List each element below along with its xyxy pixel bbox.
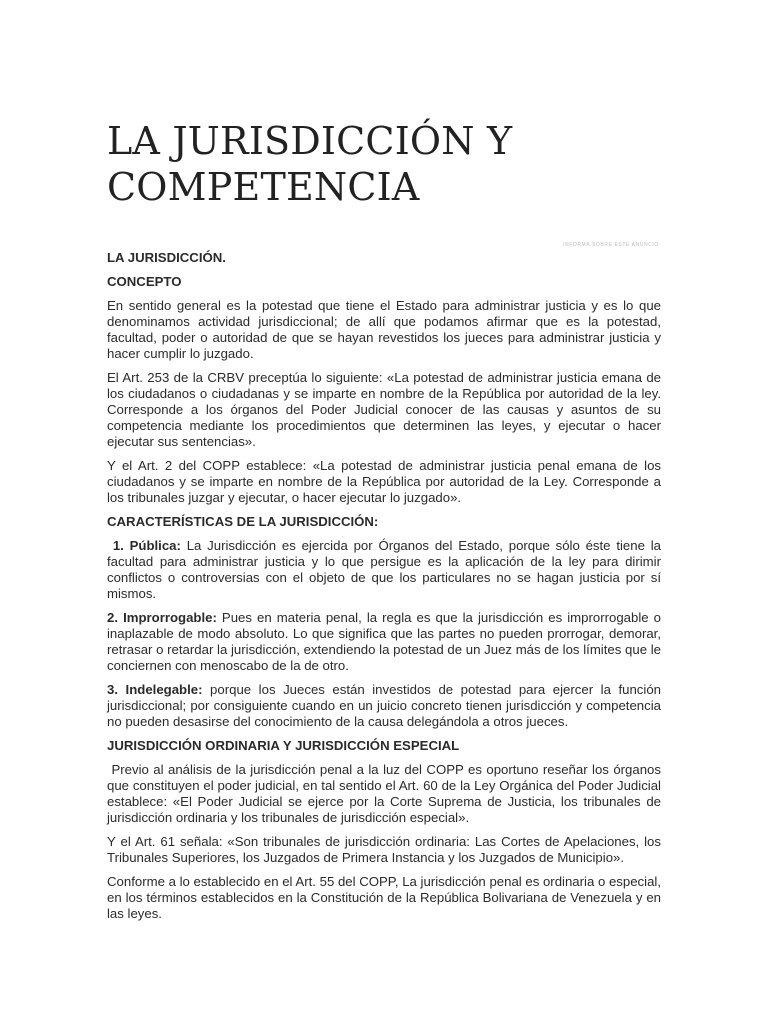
paragraph-publica bbox=[107, 538, 661, 602]
label-indelegable: 3. Indelegable: bbox=[107, 682, 203, 697]
label-improrrogable: 2. Improrrogable: bbox=[107, 610, 217, 625]
document-body bbox=[107, 250, 661, 930]
paragraph-definicion: En sentido general es la potestad que tiene el Estado para administrar justicia y es lo que denominamos actividad jurisdiccional; de allí que podamos afirmar que es la potestad, facultad, poder o autoridad de que se hayan revestidos los jueces para administrar justicia y hacer cumplir lo juzgado. bbox=[107, 298, 661, 361]
label-publica: 1. Pública: bbox=[112, 538, 181, 553]
ad-info-link[interactable]: INFORMA SOBRE ESTE ANUNCIO bbox=[563, 242, 659, 248]
text-indelegable: porque los Jueces están investidos de potestad para ejercer la función jurisdiccional; por consiguiente cuando en un juicio concreto tienen jurisdicción y competencia no pueden desasirse del conocimiento de la causa delegándola a otros jueces. bbox=[107, 682, 661, 729]
text-publica: La Jurisdicción es ejercida por Órganos del Estado, porque sólo éste tiene la facultad para administrar justicia y lo que persigue es la aplicación de la ley para dirimir conflictos o controversias con el objeto de que los particulares no se hagan justicia por sí mismos. bbox=[107, 538, 661, 601]
paragraph-indelegable bbox=[107, 682, 661, 730]
paragraph-art-253: El Art. 253 de la CRBV preceptúa lo siguiente: «La potestad de administrar justicia emana de los ciudadanos o ciudadanas y se imparte en nombre de la República por autoridad de la ley. Corresponde a los órganos del Poder Judicial conocer de las causas y asuntos de su competencia mediante los procedimientos que determinen las leyes, y ejecutar o hacer ejecutar sus sentencias». bbox=[107, 370, 661, 449]
heading-jurisdiccion: LA JURISDICCIÓN. bbox=[107, 250, 226, 265]
heading-caracteristicas: CARACTERÍSTICAS DE LA JURISDICCIÓN: bbox=[107, 514, 379, 529]
document-title: LA JURISDICCIÓN Y COMPETENCIA bbox=[107, 119, 513, 209]
paragraph-art-61: Y el Art. 61 señala: «Son tribunales de jurisdicción ordinaria: Las Cortes de Apelaciones, los Tribunales Superiores, los Juzgados de Primera Instancia y los Juzgados de Municipio». bbox=[107, 834, 661, 865]
paragraph-organos bbox=[107, 762, 661, 826]
paragraph-improrrogable bbox=[107, 610, 661, 674]
text-organos: Previo al análisis de la jurisdicción penal a la luz del COPP es oportuno reseñar los órganos que constituyen el poder judicial, en tal sentido el Art. 60 de la Ley Orgánica del Poder Judicial establece: «El Poder Judicial se ejerce por la Corte Suprema de Justicia, los tribunales de jurisdicción ordinaria y los tribunales de jurisdicción especial». bbox=[107, 762, 661, 825]
heading-concepto: CONCEPTO bbox=[107, 274, 182, 289]
paragraph-art-2: Y el Art. 2 del COPP establece: «La potestad de administrar justicia penal emana de los ciudadanos y se imparte en nombre de la República por autoridad de la Ley. Corresponde a los tribunales juzgar y ejecutar, o hacer ejecutar lo juzgado». bbox=[107, 458, 661, 505]
paragraph-art-55: Conforme a lo establecido en el Art. 55 del COPP, La jurisdicción penal es ordinaria o especial, en los términos establecidos en la Constitución de la República Bolivariana de Venezuela y en las leyes. bbox=[107, 874, 661, 921]
heading-ordinaria-especial: JURISDICCIÓN ORDINARIA Y JURISDICCIÓN ESPECIAL bbox=[107, 738, 460, 753]
text-improrrogable: Pues en materia penal, la regla es que la jurisdicción es improrrogable o inaplazable de modo absoluto. Lo que significa que las partes no pueden prorrogar, demorar, retrasar o retardar la jurisdicción, extendiendo la potestad de un Juez más de los límites que le conciernen con menoscabo de la de otro. bbox=[107, 610, 661, 673]
